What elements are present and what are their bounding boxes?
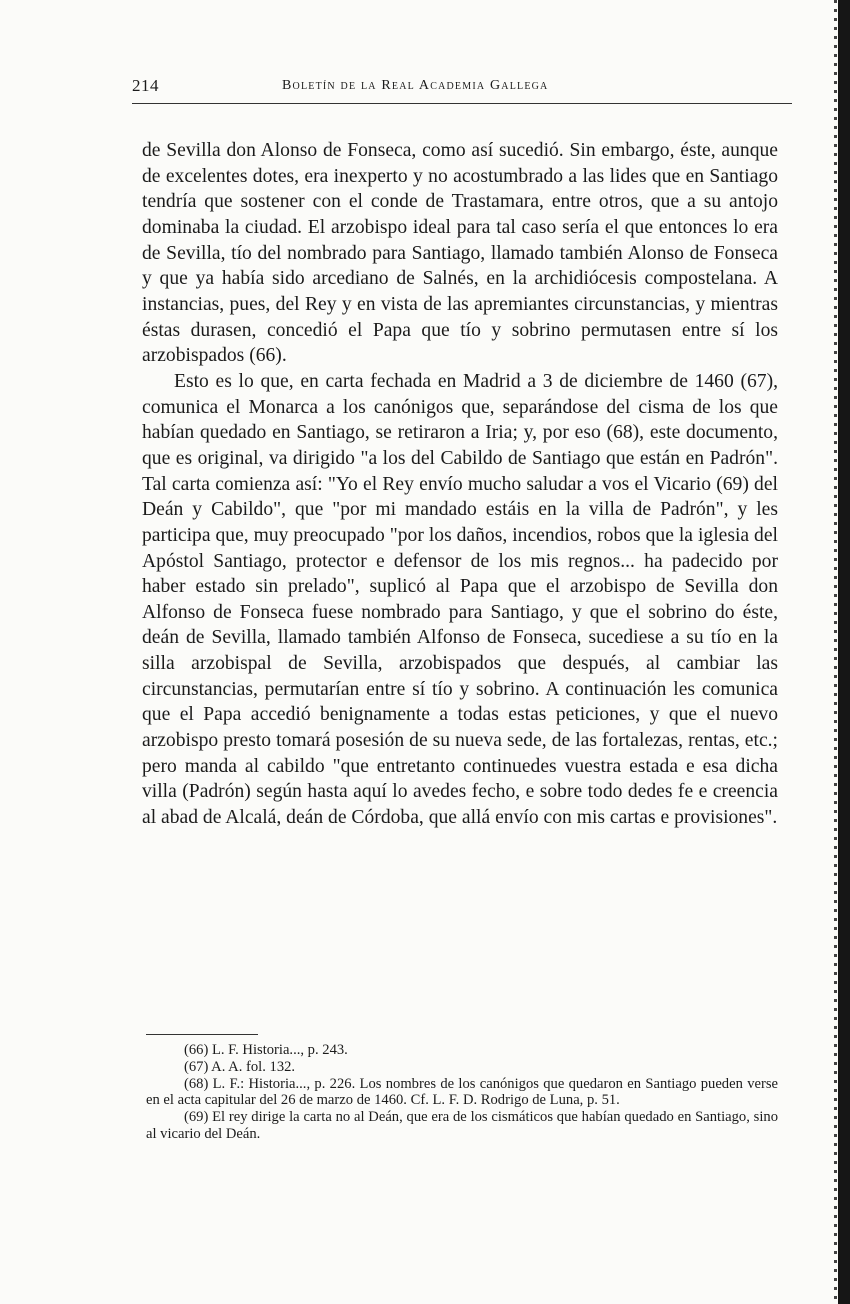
footnotes xyxy=(146,1042,778,1143)
footnote-rule xyxy=(146,1034,258,1035)
footnote-66: (66) L. F. Historia..., p. 243. xyxy=(184,1042,348,1058)
scan-edge-bar xyxy=(838,0,850,1304)
footnote-68: (68) L. F.: Historia..., p. 226. Los nombres de los canónigos que quedaron en Santiago pueden verse en el acta capitular del 26 de marzo de 1460. Cf. L. F. D. Rodrigo de Luna, p. 51. xyxy=(146,1075,778,1109)
body-text xyxy=(142,138,778,831)
paragraph-2: Esto es lo que, en carta fechada en Madrid a 3 de diciembre de 1460 (67), comunica el Monarca a los canónigos que, separándose del cisma de los que habían quedado en Santiago, se retiraron a Iria; y, por eso (68), este documento, que es original, va dirigido "a los del Cabildo de Santiago que están en Padrón". Tal carta comienza así: "Yo el Rey envío mucho saludar a vos el Vicario (69) del Deán y Cabildo", que "por mi mandado estáis en la villa de Padrón", y les participa que, muy preocupado "por los daños, incendios, robos que la iglesia del Apóstol Santiago, protector e defensor de los mis regnos... ha padecido por haber estado sin prelado", suplicó al Papa que el arzobispo de Sevilla don Alfonso de Fonseca fuese nombrado para Santiago, y que el sobrino do éste, deán de Sevilla, llamado también Alfonso de Fonseca, sucediese a su tío en la silla arzobispal de Sevilla, arzobispados que después, al cambiar las circunstancias, permutarían entre sí tío y sobrino. A continuación les comunica que el Papa accedió benignamente a todas estas peticiones, y que el nuevo arzobispo presto tomará posesión de su nueva sede, de las fortalezas, rentas, etc.; pero manda al cabildo "que entretanto continuedes vuestra estada e esa dicha villa (Padrón) según hasta aquí lo avedes fecho, e sobre todo dedes fe e creencia al abad de Alcalá, deán de Córdoba, que allá envío con mis cartas e provisiones". xyxy=(142,370,778,829)
page-header xyxy=(132,74,762,100)
header-rule xyxy=(132,103,792,104)
footnote-69: (69) El rey dirige la carta no al Deán, que era de los cismáticos que habían quedado en Santiago, sino al vicario del Deán. xyxy=(146,1109,778,1142)
footnote-67: (67) A. A. fol. 132. xyxy=(184,1058,296,1075)
page-number: 214 xyxy=(132,76,159,95)
running-head: Boletín de la Real Academia Gallega xyxy=(282,78,549,93)
paragraph-1: de Sevilla don Alonso de Fonseca, como así sucedió. Sin embargo, éste, aunque de excelentes dotes, era inexperto y no acostumbrado a las lides que en Santiago tendría que sostener con el conde de Trastamara, entre otros, que a su antojo dominaba la ciudad. El arzobispo ideal para tal caso sería el que entonces lo era de Sevilla, tío del nombrado para Santiago, llamado también Alonso de Fonseca y que ya había sido arcediano de Salnés, en la archidiócesis compostelana. A instancias, pues, del Rey y en vista de las apremiantes circunstancias, y mientras éstas durasen, concedió el Papa que tío y sobrino permutasen entre sí los arzobispados (66). xyxy=(142,140,778,367)
